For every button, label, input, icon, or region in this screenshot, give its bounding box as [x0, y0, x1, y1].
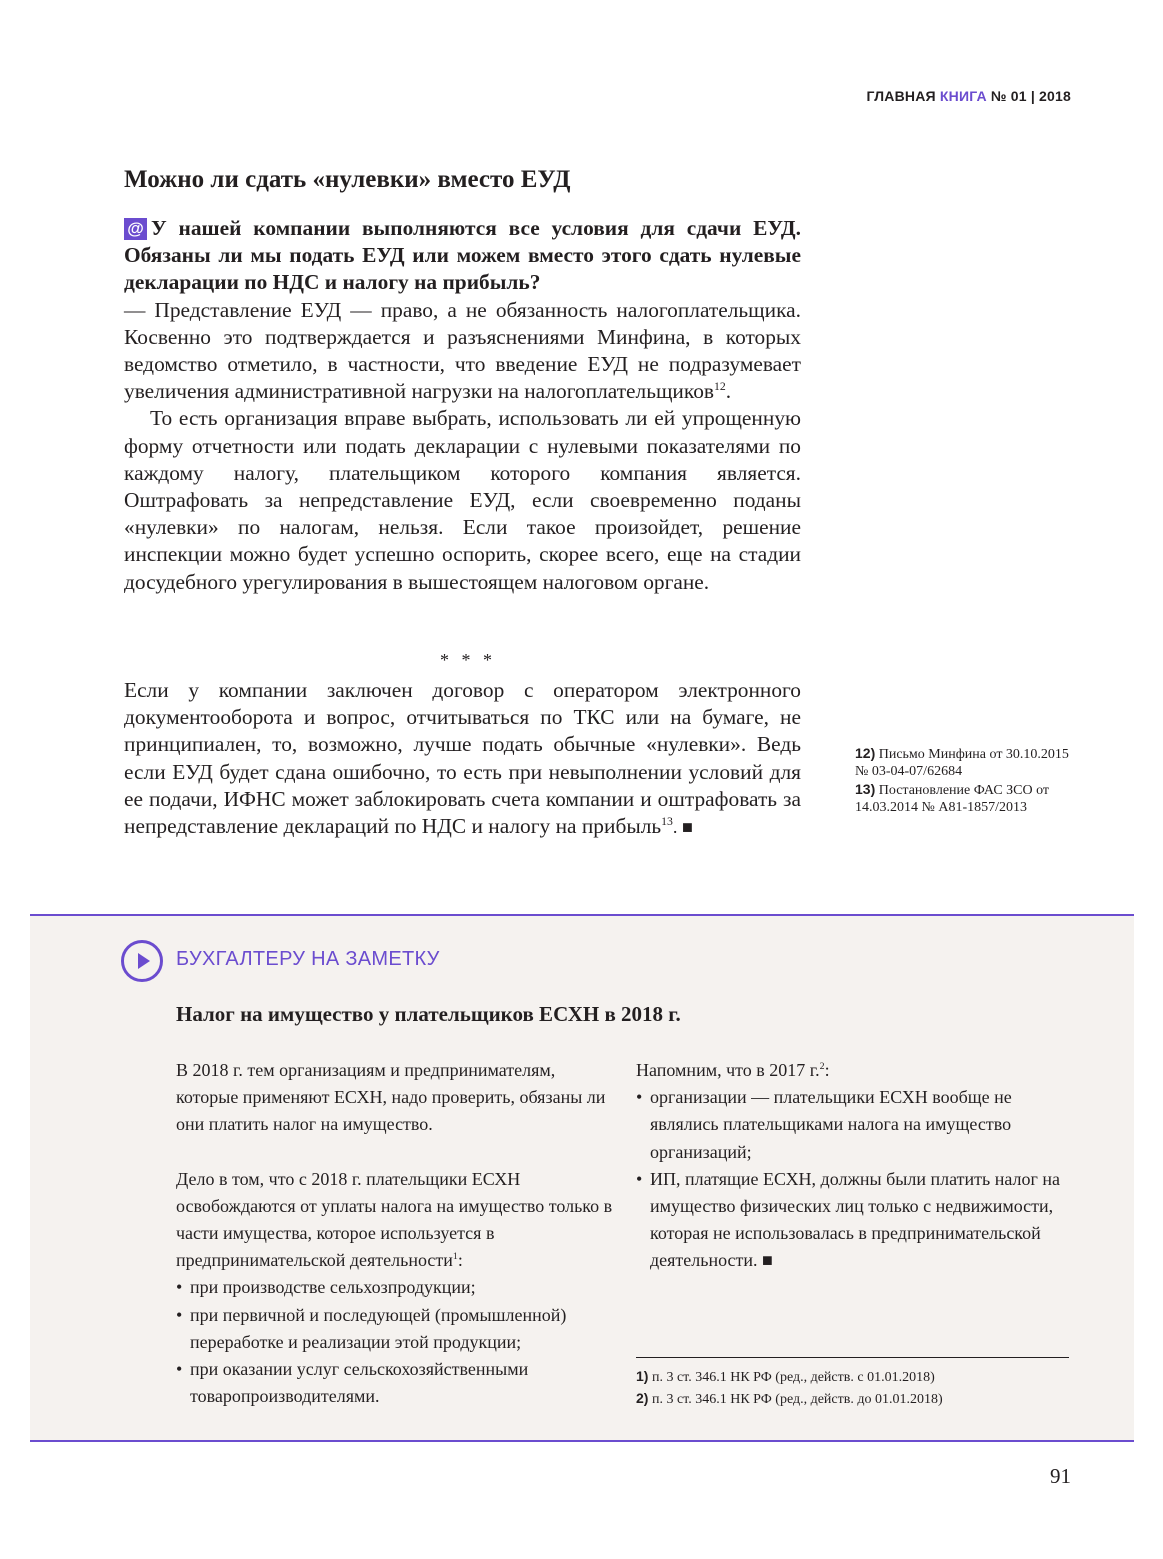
article-title: Можно ли сдать «нулевки» вместо ЕУД	[124, 166, 571, 193]
answer-paragraph-1	[124, 297, 801, 406]
footnote-ref-13[interactable]: 13	[661, 814, 673, 828]
note-left-paragraph-2-end: :	[457, 1250, 463, 1271]
end-mark: . ■	[672, 817, 693, 838]
note-right-list	[636, 1084, 1076, 1274]
note-right-intro-end: :	[824, 1060, 830, 1080]
box-footnote	[636, 1388, 1076, 1410]
footnote-number: 2)	[636, 1390, 649, 1406]
answer-paragraph-1-text: — Представление ЕУД — право, а не обязанность налогоплательщика. Косвенно это подтверждается и разъяснениями Минфина, в которых ведомство отметило, в частности, что введение ЕУД не подразумевает увеличения административной нагрузки на налогоплательщиков	[124, 297, 801, 404]
list-item: • при производстве сельхозпродукции;	[176, 1274, 616, 1301]
question	[124, 215, 801, 297]
magazine-name-part2: КНИГА	[939, 88, 987, 104]
footnote-divider	[636, 1357, 1069, 1358]
section-separator: * * *	[440, 650, 496, 670]
footnote-ref-2[interactable]: 2	[819, 1061, 825, 1072]
at-icon: @	[124, 218, 147, 240]
conclusion-text: Если у компании заключен договор с оператором электронного документооборота и вопрос, отчитываться по ТКС или на бумаге, не принципиален, то, возможно, лучше подать обычные «нулевки». Ведь если ЕУД будет сдана ошибочно, то есть при невыполнении условий для ее подачи, ИФНС может заблокировать счета компании и оштрафовать за непредставление деклараций по НДС и налогу на прибыль	[124, 678, 801, 839]
footnote-number: 13)	[855, 780, 876, 797]
footnote-ref-12[interactable]: 12	[714, 380, 726, 394]
running-header	[866, 88, 1071, 104]
note-left-paragraph-2-text: Дело в том, что с 2018 г. плательщики ЕСХН освобождаются от уплаты налога на имущество только в части имущества, которое используется в предпринимательской деятельности	[176, 1168, 613, 1271]
footnote-text: Постановление ФАС ЗСО от 14.03.2014 № А81-1857/2013	[855, 782, 1050, 816]
magazine-name-part1: ГЛАВНАЯ	[866, 88, 936, 104]
question-text: У нашей компании выполняются все условия для сдачи ЕУД. Обязаны ли мы подать ЕУД или можем вместо этого сдать нулевые декларации по НДС и налогу на прибыль?	[124, 216, 801, 295]
note-left-list	[176, 1274, 616, 1410]
note-right-intro	[636, 1057, 1076, 1084]
note-left-column	[176, 1057, 616, 1410]
note-box-title: Налог на имущество у плательщиков ЕСХН в 2018 г.	[176, 1002, 681, 1026]
answer-paragraph-1-end: .	[725, 379, 732, 404]
footnote-text: Письмо Минфина от 30.10.2015 № 03-04-07/62684	[855, 747, 1069, 780]
note-right-intro-text: Напомним, что в 2017 г.	[636, 1060, 820, 1080]
list-item: • организации — плательщики ЕСХН вообще не являлись плательщиками налога на имущество организаций;	[636, 1084, 1076, 1166]
play-icon	[121, 940, 163, 982]
note-left-paragraph-2	[176, 1166, 616, 1275]
side-footnote	[855, 745, 1085, 781]
note-box-label: БУХГАЛТЕРУ НА ЗАМЕТКУ	[176, 948, 440, 970]
answer-paragraph-2: То есть организация вправе выбрать, использовать ли ей упрощенную форму отчетности или подать декларации с нулевыми показателями по каждому налогу, плательщиком которого компания является. Оштрафовать за непредставление ЕУД, если своевременно поданы «нулевки» по налогам, нельзя. Если такое произойдет, решение инспекции можно будет успешно оспорить, скорее всего, еще на стадии досудебного урегулирования в вышестоящем налоговом органе.	[124, 406, 801, 594]
conclusion-paragraph	[124, 677, 801, 841]
footnote-number: 12)	[855, 745, 876, 761]
issue-number: № 01 | 2018	[990, 88, 1071, 104]
footnote-ref-1[interactable]: 1	[452, 1251, 458, 1263]
side-footnotes	[855, 745, 1085, 817]
note-right-column	[636, 1057, 1076, 1275]
list-item: • при оказании услуг сельскохозяйственными товаропроизводителями.	[176, 1356, 616, 1410]
page-number: 91	[1050, 1464, 1071, 1488]
list-item: • при первичной и последующей (промышленной) переработке и реализации этой продукции;	[176, 1302, 616, 1356]
article-body	[124, 215, 801, 596]
side-footnote	[855, 781, 1085, 817]
footnote-number: 1)	[636, 1368, 649, 1384]
conclusion	[124, 677, 801, 841]
footnote-text: п. 3 ст. 346.1 НК РФ (ред., действ. с 01.01.2018)	[651, 1370, 935, 1385]
box-footnote	[636, 1366, 1076, 1388]
note-left-paragraph-1: В 2018 г. тем организациям и предпринимателям, которые применяют ЕСХН, надо проверить, обязаны ли они платить налог на имущество.	[176, 1060, 606, 1135]
footnote-text: п. 3 ст. 346.1 НК РФ (ред., действ. до 01.01.2018)	[651, 1392, 943, 1407]
note-box-footnotes	[636, 1366, 1076, 1410]
list-item: • ИП, платящие ЕСХН, должны были платить налог на имущество физических лиц только с недвижимости, которая не использовалась в предпринимательской деятельности. ■	[636, 1166, 1076, 1275]
